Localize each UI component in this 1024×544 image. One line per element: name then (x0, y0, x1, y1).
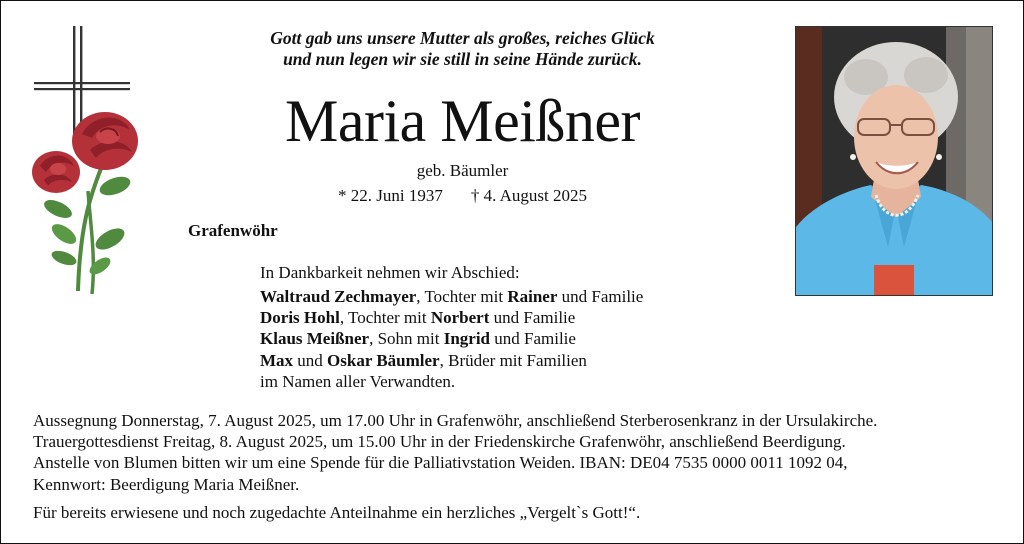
death-date: † 4. August 2025 (470, 186, 588, 205)
portrait-illustration (796, 27, 992, 295)
deceased-name: Maria Meißner (284, 88, 641, 154)
note-line: Für bereits erwiesene und noch zugedachte Anteilnahme ein herzliches „Vergelt`s Gott!“. (33, 502, 641, 522)
verse-line-1: Gott gab uns unsere Mutter als großes, reiches Glück (270, 28, 655, 48)
note-line: Aussegnung Donnerstag, 7. August 2025, um 17.00 Uhr in Grafenwöhr, anschließend Sterberosenkranz in der Ursulakirche. (33, 411, 878, 430)
family-list (260, 286, 643, 392)
note-line: Anstelle von Blumen bitten wir um eine Spende für die Palliativstation Weiden. IBAN: DE04 7535 0000 0011 1092 04, (33, 453, 848, 473)
family-row: Doris Hohl, Tochter mit Norbert und Familie (260, 308, 576, 328)
verse-line-2: und nun legen wir sie still in seine Hände zurück. (283, 49, 642, 69)
service-notes (33, 410, 1008, 523)
portrait-photo (795, 26, 993, 296)
note-line: Trauergottesdienst Freitag, 8. August 2025, um 15.00 Uhr in der Friedenskirche Grafenwöhr, anschließend Beerdigung. (33, 432, 846, 452)
family-closing: im Namen aller Verwandten. (260, 371, 456, 391)
family-row: Max und Oskar Bäumler, Brüder mit Familien (260, 350, 587, 370)
birth-date: * 22. Juni 1937 (337, 186, 443, 205)
cross-with-roses-icon (30, 26, 165, 301)
family-row: Klaus Meißner, Sohn mit Ingrid und Familie (260, 329, 576, 349)
life-dates (200, 186, 725, 206)
memorial-verse (190, 28, 735, 70)
note-line: Kennwort: Beerdigung Maria Meißner. (33, 474, 300, 494)
farewell-line: In Dankbarkeit nehmen wir Abschied: (260, 263, 520, 282)
maiden-name: geb. Bäumler (416, 161, 509, 180)
family-row: Waltraud Zechmayer, Tochter mit Rainer und Familie (260, 287, 644, 306)
place-of-residence: Grafenwöhr (188, 221, 278, 240)
